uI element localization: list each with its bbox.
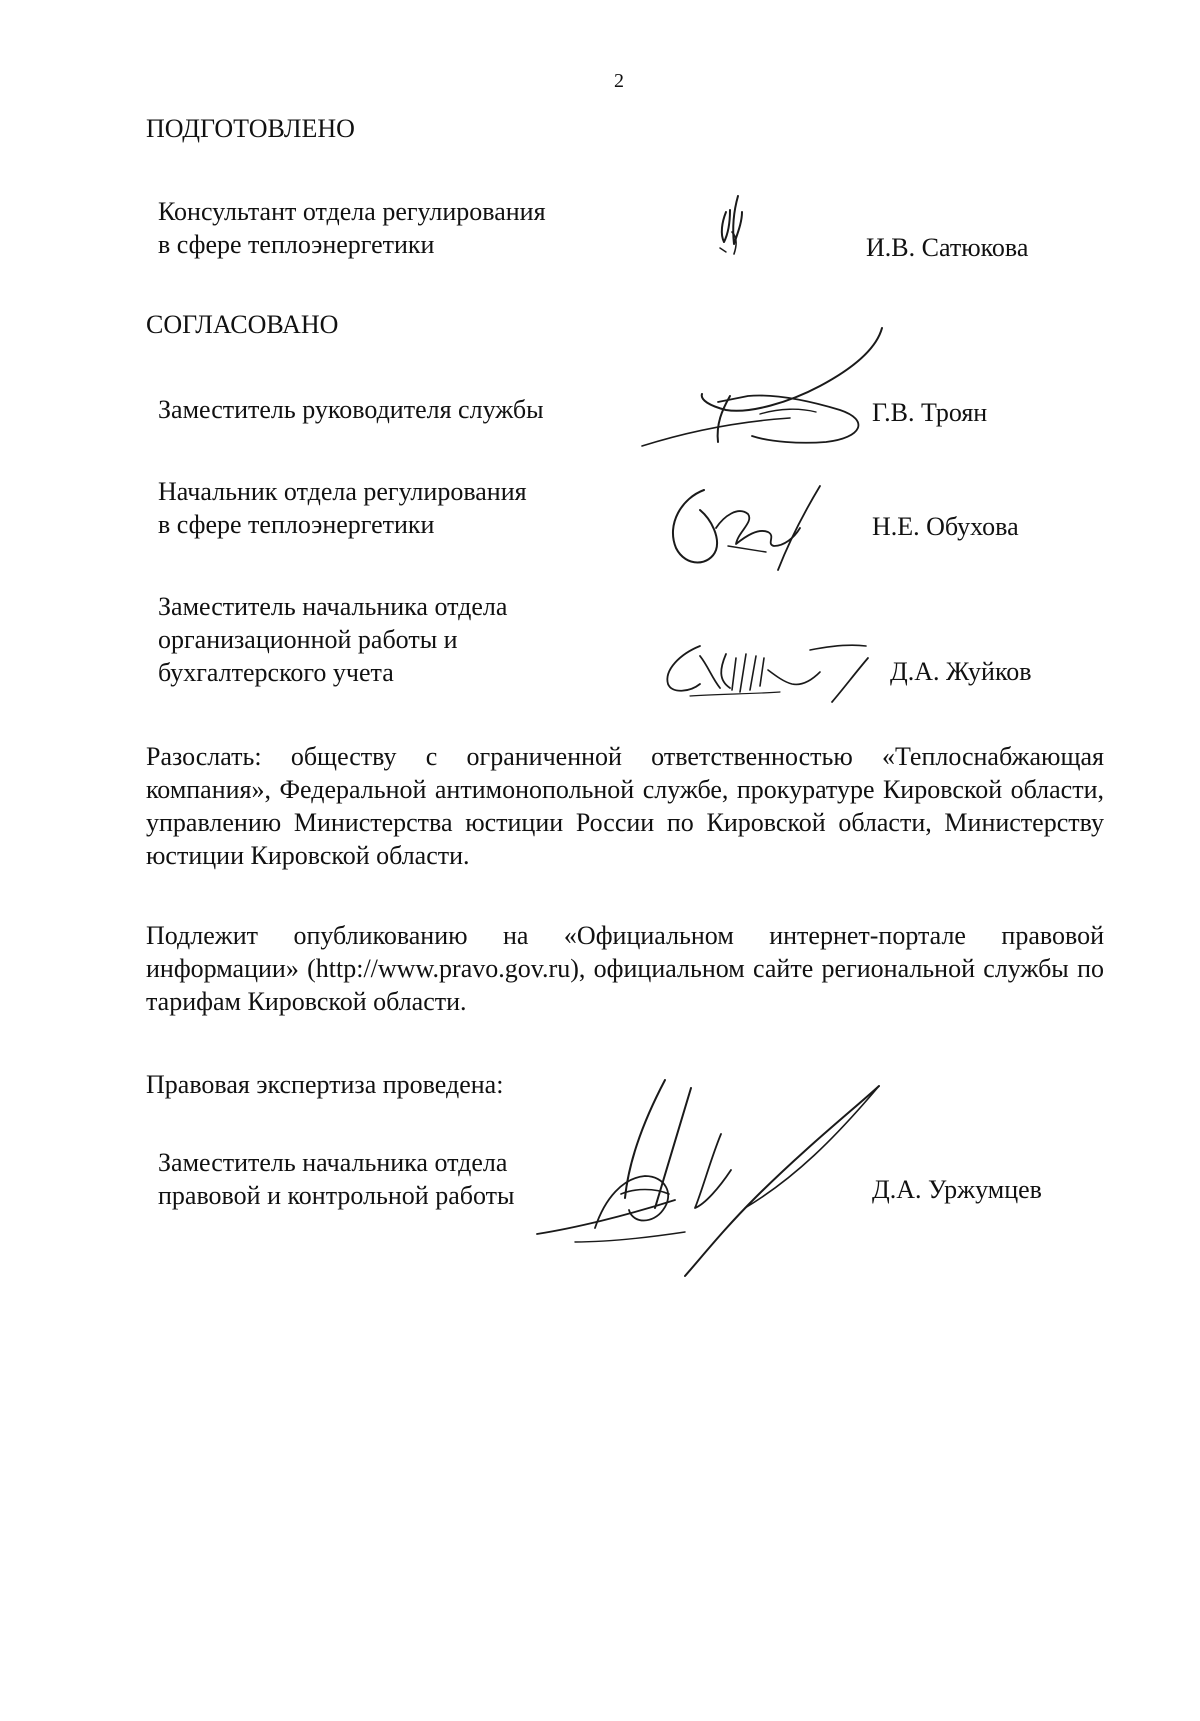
- signer-troyan-name: Г.В. Троян: [872, 398, 988, 427]
- signer-troyan-position: [158, 393, 544, 426]
- position-line: Заместитель начальника отдела: [158, 1148, 508, 1177]
- signer-obukhova-name: Н.Е. Обухова: [872, 512, 1019, 541]
- position-line: в сфере теплоэнергетики: [158, 230, 435, 259]
- position-line: правовой и контрольной работы: [158, 1181, 515, 1210]
- prepared-position: [158, 195, 546, 261]
- position-line: бухгалтерского учета: [158, 658, 394, 687]
- legal-review-name: Д.А. Уржумцев: [872, 1175, 1042, 1204]
- signature-zhuykov: [660, 636, 880, 710]
- prepared-name: И.В. Сатюкова: [866, 233, 1029, 262]
- position-line: в сфере теплоэнергетики: [158, 510, 435, 539]
- prepared-heading: ПОДГОТОВЛЕНО: [146, 114, 355, 143]
- position-line: Консультант отдела регулирования: [158, 197, 546, 226]
- page-number: 2: [614, 70, 624, 92]
- position-line: организационной работы и: [158, 625, 458, 654]
- publication-paragraph: Подлежит опубликованию на «Официальном интернет-портале правовой информации» (http://www.pravo.gov.ru), официальном сайте региональной службы по тарифам Кировской области.: [146, 921, 1104, 1016]
- position-line: Начальник отдела регулирования: [158, 477, 527, 506]
- distribution-paragraph: Разослать: обществу с ограниченной ответственностью «Теплоснабжающая компания», Федеральной антимонопольной службе, прокуратуре Кировской области, управлению Министерства юстиции России по Кировской области, Министерству юстиции Кировской области.: [146, 742, 1104, 870]
- legal-review-position: [158, 1146, 514, 1212]
- signature-urzhumtsev: [535, 1078, 895, 1278]
- position-line: Заместитель руководителя службы: [158, 395, 544, 424]
- signature-satyukova: [712, 192, 762, 264]
- signature-obukhova: [658, 476, 838, 576]
- legal-review-heading: Правовая экспертиза проведена:: [146, 1070, 504, 1099]
- signature-troyan: [640, 310, 900, 460]
- signer-obukhova-position: [158, 475, 527, 541]
- signer-zhuykov-position: [158, 590, 507, 689]
- agreed-heading: СОГЛАСОВАНО: [146, 310, 339, 339]
- signer-zhuykov-name: Д.А. Жуйков: [890, 657, 1032, 686]
- position-line: Заместитель начальника отдела: [158, 592, 508, 621]
